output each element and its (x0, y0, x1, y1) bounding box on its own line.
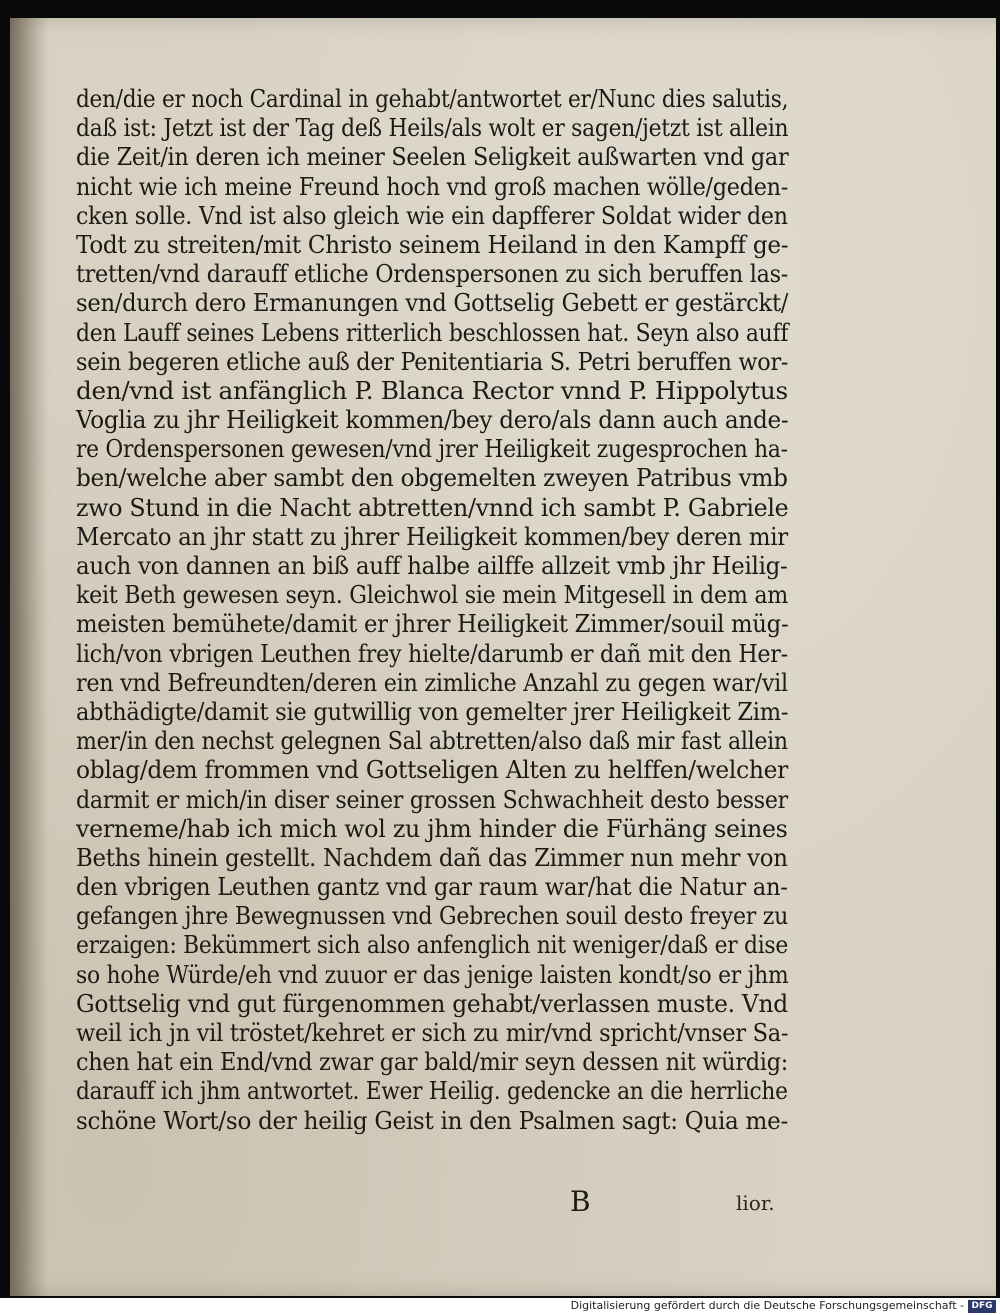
text-line: Mercato an jhr statt zu jhrer Heiligkeit kommen/bey deren mir (76, 521, 788, 551)
text-line: die Zeit/in deren ich meiner Seelen Seligkeit außwarten vnd gar (76, 142, 789, 172)
signature-mark: B (570, 1185, 591, 1218)
page-foot (570, 1185, 810, 1225)
text-line: nicht wie ich meine Freund hoch vnd groß machen wölle/geden- (76, 171, 789, 201)
text-line: cken solle. Vnd ist also gleich wie ein dapfferer Soldat wider den (76, 200, 788, 230)
text-line: oblag/dem frommen vnd Gottseligen Alten zu helffen/welcher (76, 755, 788, 785)
text-line: Todt zu streiten/mit Christo seinem Heiland in den Kampff ge- (76, 229, 789, 259)
text-line: darmit er mich/in diser seiner grossen Schwachheit desto besser (76, 784, 788, 814)
text-line: daß ist: Jetzt ist der Tag deß Heils/als wolt er sagen/jetzt ist allein (76, 113, 789, 143)
book-page (10, 18, 996, 1296)
text-line: verneme/hab ich mich wol zu jhm hinder die Fürhäng seines (76, 813, 788, 843)
text-line: den Lauff seines Lebens ritterlich beschlossen hat. Seyn also auff (76, 317, 789, 347)
text-line: den/die er noch Cardinal in gehabt/antwortet er/Nunc dies salutis, (76, 84, 789, 113)
text-line: so hohe Würde/eh vnd zuuor er das jenige laisten kondt/so er jhm (76, 959, 789, 989)
text-line: den/vnd ist anfänglich P. Blanca Rector vnnd P. Hippolytus (76, 375, 788, 405)
text-line: re Ordenspersonen gewesen/vnd jrer Heiligkeit zugesprochen ha- (76, 434, 788, 464)
catchword: lior. (736, 1191, 775, 1215)
text-line: meisten bemühete/damit er jhrer Heiligkeit Zimmer/souil müg- (76, 609, 789, 639)
text-line: Gottselig vnd gut fürgenommen gehabt/verlassen muste. Vnd (76, 988, 788, 1018)
text-line: keit Beth gewesen seyn. Gleichwol sie mein Mitgesell in dem am (76, 580, 789, 610)
text-line: Voglia zu jhr Heiligkeit kommen/bey dero/als dann auch ande- (76, 405, 789, 435)
text-line: erzaigen: Bekümmert sich also anfenglich nit weniger/daß er dise (76, 930, 788, 960)
text-line: auch von dannen an biß auff halbe ailffe allzeit vmb jhr Heilig- (76, 551, 788, 580)
text-line: mer/in den nechst gelegnen Sal abtretten/also daß mir fast allein (76, 726, 788, 756)
text-line: schöne Wort/so der heilig Geist in den Psalmen sagt: Quia me- (76, 1105, 788, 1135)
text-line: sen/durch dero Ermanungen vnd Gottselig Gebett er gestärckt/ (76, 288, 789, 318)
body-text (76, 84, 788, 1135)
text-line: chen hat ein End/vnd zwar gar bald/mir seyn dessen nit würdig: (76, 1047, 789, 1077)
text-line: abthädigte/damit sie gutwillig von gemelter jrer Heiligkeit Zim- (76, 696, 789, 726)
text-line: den vbrigen Leuthen gantz vnd gar raum war/hat die Natur an- (76, 872, 788, 902)
text-line: Beths hinein gestellt. Nachdem dañ das Zimmer nun mehr von (76, 842, 788, 872)
gutter-shadow (10, 18, 48, 1296)
digitization-footer (0, 1298, 1000, 1315)
text-line: ben/welche aber sambt den obgemelten zweyen Patribus vmb (76, 463, 788, 493)
text-line: zwo Stund in die Nacht abtretten/vnnd ich sambt P. Gabriele (76, 492, 789, 522)
text-line: sein begeren etliche auß der Penitentiaria S. Petri beruffen wor- (76, 346, 789, 376)
text-line: gefangen jhre Bewegnussen vnd Gebrechen souil desto freyer zu (76, 901, 789, 931)
text-line: lich/von vbrigen Leuthen frey hielte/darumb er dañ mit den Her- (76, 638, 788, 668)
dfg-logo: DFG (968, 1300, 996, 1313)
text-line: darauff ich jhm antwortet. Ewer Heilig. gedencke an die herrliche (76, 1076, 788, 1106)
text-line: ren vnd Befreundten/deren ein zimliche Anzahl zu gegen war/vil (76, 667, 788, 697)
text-line: tretten/vnd darauff etliche Ordenspersonen zu sich beruffen las- (76, 259, 789, 289)
funding-credit: Digitalisierung gefördert durch die Deutsche Forschungsgemeinschaft - (570, 1299, 964, 1312)
text-line: weil ich jn vil tröstet/kehret er sich zu mir/vnd spricht/vnser Sa- (76, 1018, 789, 1047)
